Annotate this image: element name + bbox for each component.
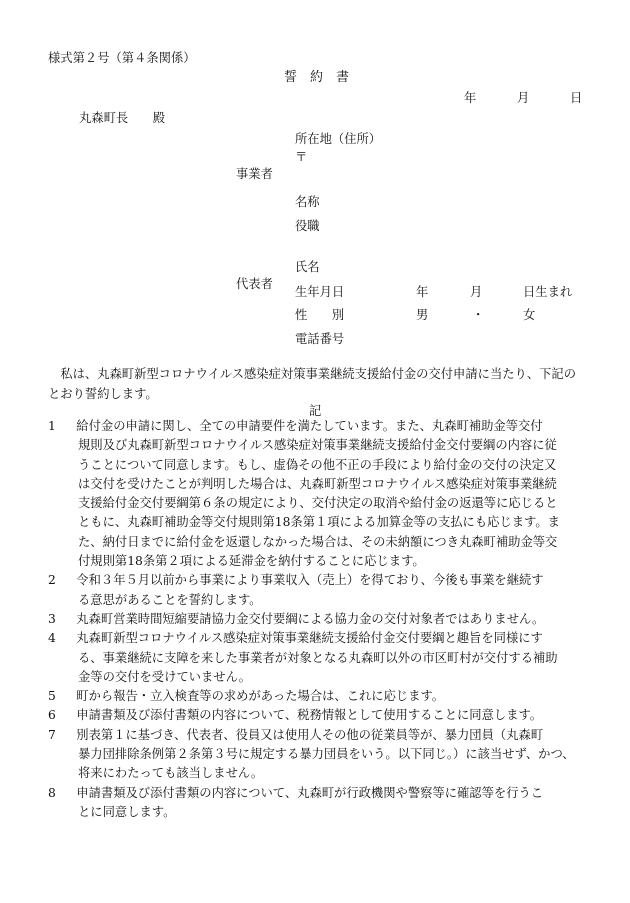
pledge-item <box>48 610 588 629</box>
pledge-item-line: る意思があることを誓約します。 <box>78 592 262 607</box>
pledge-item-line: 暴力団排除条例第２条第３号に規定する暴力団員をいう。以下同じ。）に該当せず、かつ、 <box>78 747 575 762</box>
birth-day-label: 日生まれ <box>523 285 573 299</box>
pledge-item <box>48 687 588 706</box>
pledge-item-line: 丸森町新型コロナウイルス感染症対策事業継続支援給付金交付要綱と趣旨を同様にす <box>64 631 543 646</box>
pledge-item-line: た、納付日までに給付金を返還しなかった場合は、その未納額につき丸森町補助金等交 <box>78 534 558 549</box>
pledge-item-number: 1 <box>48 419 56 433</box>
date-year-label: 年 <box>464 91 477 105</box>
pledge-item-line: 丸森町営業時間短縮要請協力金交付要綱による協力金の交付対象者ではありません。 <box>64 611 545 626</box>
pledge-item-line: 支援給付金交付要綱第６条の規定により、交付決定の取消や給付金の返還等に応じると <box>78 496 558 511</box>
sex-separator: ・ <box>472 308 485 322</box>
business-name-label: 名称 <box>295 195 320 209</box>
birth-month-label: 月 <box>470 285 483 299</box>
phone-label: 電話番号 <box>295 332 345 346</box>
pledge-item-number: 4 <box>48 631 56 646</box>
pledge-item-text <box>64 629 588 687</box>
pledge-item-text <box>64 417 588 571</box>
pledge-item-line: る、事業継続に支障を来した事業者が対象となる丸森町以外の市区町村が交付する補助 <box>78 650 558 665</box>
pledge-item <box>48 726 588 784</box>
pledge-item-text <box>64 726 588 784</box>
sex-male: 男 <box>416 308 429 322</box>
pledge-item-line: うことについて同意します。もし、虚偽その他不正の手段により給付金の交付の決定又 <box>78 457 557 472</box>
pledge-item-line: 令和３年５月以前から事業により事業収入（売上）を得ており、今後も事業を継続す <box>64 573 544 588</box>
rep-name-label: 氏名 <box>295 260 320 274</box>
pledge-item-text <box>64 571 588 610</box>
pledge-item-text <box>64 706 588 725</box>
pledge-item-list <box>48 417 588 822</box>
pledge-item-line: 別表第１に基づき、代表者、役員又は使用人その他の従業員等が、暴力団員（丸森町 <box>64 727 544 742</box>
pledge-item-number: 3 <box>48 611 56 626</box>
declaration-text: 私は、丸森町新型コロナウイルス感染症対策事業継続支援給付金の交付申請に当たり、下記のとおり誓約します。 <box>48 367 577 401</box>
pledge-item-line: 申請書類及び添付書類の内容について、丸森町が行政機関や警察等に確認等を行うこ <box>64 785 544 800</box>
pledge-item-number: 5 <box>48 689 56 704</box>
postal-mark: 〒 <box>295 150 308 164</box>
pledge-item-line: 金等の交付を受けていません。 <box>78 669 251 684</box>
pledge-item-line: とに同意します。 <box>78 804 176 819</box>
addressee: 丸森町長 殿 <box>79 111 166 125</box>
pledge-item-line: 給付金の申請に関し、全ての申請要件を満たしています。また、丸森町補助金等交付 <box>64 419 543 433</box>
address-label: 所在地（住所） <box>295 132 382 146</box>
pledge-item <box>48 784 588 823</box>
pledge-item-number: 7 <box>48 727 56 742</box>
pledge-item-number: 2 <box>48 573 56 588</box>
pledge-item-text <box>64 687 588 706</box>
pledge-item-line: 町から報告・立入検査等の求めがあった場合は、これに応じます。 <box>64 689 445 704</box>
pledge-item-line: は交付を受けたことが判明した場合は、丸森町新型コロナウイルス感染症対策事業継続 <box>78 476 557 491</box>
pledge-item-number: 8 <box>48 785 56 800</box>
sex-female: 女 <box>523 308 536 322</box>
date-month-label: 月 <box>517 91 530 105</box>
page-title: 誓 約 書 <box>284 70 350 85</box>
pledge-item <box>48 417 588 571</box>
pledge-item-line: 将来にわたっても該当しません。 <box>78 766 264 781</box>
pledge-item-number: 6 <box>48 708 56 723</box>
pledge-item <box>48 629 588 687</box>
pledge-item <box>48 706 588 725</box>
business-group-label: 事業者 <box>236 167 273 181</box>
pledge-item-line: 申請書類及び添付書類の内容について、税務情報として使用することに同意します。 <box>64 708 543 723</box>
form-number: 様式第２号（第４条関係） <box>48 51 196 65</box>
position-label: 役職 <box>295 219 320 233</box>
date-day-label: 日 <box>570 91 583 105</box>
pledge-item-text <box>64 610 588 629</box>
pledge-item-text <box>64 784 588 823</box>
pledge-item-line: 付規則第18条第２項による延滞金を納付することに応じます。 <box>78 554 425 569</box>
sex-label: 性 別 <box>295 308 345 322</box>
representative-group-label: 代表者 <box>236 277 273 291</box>
ki-heading: 記 <box>309 404 322 418</box>
pledge-item-line: 規則及び丸森町新型コロナウイルス感染症対策事業継続支援給付金交付要綱の内容に従 <box>78 438 557 453</box>
pledge-item-line: ともに、丸森町補助金等交付規則第18条第１項による加算金等の支払にも応じます。ま <box>78 515 560 530</box>
birthdate-label: 生年月日 <box>295 285 345 299</box>
birth-year-label: 年 <box>416 285 429 299</box>
pledge-item <box>48 571 588 610</box>
